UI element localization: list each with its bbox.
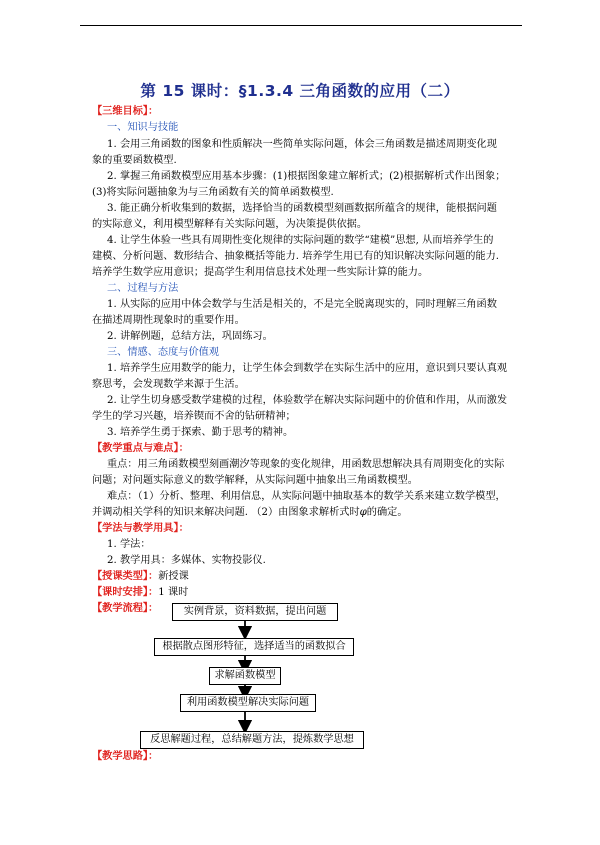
heading-flow: 【教学流程】： xyxy=(92,603,159,614)
paragraph-line: 2. 让学生切身感受数学建模的过程，体验数学在解决实际问题中的价值和作用，从而激发 xyxy=(107,395,508,406)
paragraph-line: 1. 培养学生应用数学的能力，让学生体会到数学在实际生活中的应用，意识到只要认真观 xyxy=(107,363,508,374)
paragraph-line: 4. 让学生体验一些具有周期性变化规律的实际问题的数学“建模”思想, 从而培养学生的 xyxy=(107,235,494,246)
flow-step-1: 实例背景，资料数据，提出问题 xyxy=(172,603,338,621)
paragraph-line: 2. 讲解例题，总结方法，巩固练习。 xyxy=(107,331,273,342)
paragraph-line: 重点：用三角函数模型刻画潮汐等现象的变化规律，用函数思想解决具有周期变化的实际 xyxy=(107,459,505,470)
page-title: 第 15 课时：§1.3.4 三角函数的应用（二） xyxy=(140,82,460,100)
paragraph-line: 2. 教学用具：多媒体、实物投影仪. xyxy=(107,555,266,566)
paragraph-line: 1. 学法： xyxy=(107,539,151,550)
paragraph-line: 3. 能正确分析收集到的数据，选择恰当的函数模型刻画数据所蕴含的规律，能根据问题 xyxy=(107,203,497,214)
paragraph-line: 2. 掌握三角函数模型应用基本步骤：(1)根据图象建立解析式；(2)根据解析式作出图象； xyxy=(107,171,506,182)
paragraph-line: 1. 从实际的应用中体会数学与生活是相关的，不是完全脱离现实的，同时理解三角函数 xyxy=(107,299,497,310)
heading-lesson-time: 【课时安排】： xyxy=(92,587,159,598)
lesson-time-value: 1 课时 xyxy=(158,587,189,598)
paragraph-line: 象的重要函数模型. xyxy=(92,155,177,166)
flow-step-5: 反思解题过程，总结解题方法，提炼数学思想 xyxy=(140,731,364,749)
paragraph-text: 的确定。 xyxy=(366,507,408,518)
paragraph-line: 培养学生数学应用意识；提高学生利用信息技术处理一些实际计算的能力。 xyxy=(92,267,429,278)
heading-key-points: 【教学重点与难点】： xyxy=(92,443,189,454)
paragraph-line: 的实际意义，利用模型解释有关实际问题，为决策提供依据。 xyxy=(92,219,368,230)
subheading-knowledge: 一、知识与技能 xyxy=(107,122,179,133)
flow-step-4: 利用函数模型解决实际问题 xyxy=(180,694,316,712)
paragraph-text: 并调动相关学科的知识来解决问题. （2）由图象求解析式时 xyxy=(92,507,360,518)
phi-symbol: φ xyxy=(359,507,367,518)
paragraph-line: 在描述周期性现象时的重要作用。 xyxy=(92,315,245,326)
heading-idea: 【教学思路】： xyxy=(92,751,159,762)
heading-goals: 【三维目标】： xyxy=(92,106,159,117)
flow-step-2: 根据散点图形特征，选择适当的函数拟合 xyxy=(154,638,354,656)
flow-step-3: 求解函数模型 xyxy=(209,667,281,685)
paragraph-line: 1. 会用三角函数的图象和性质解决一些简单实际问题，体会三角函数是描述周期变化现 xyxy=(107,139,497,150)
paragraph-line: 难点：（1）分析、整理、利用信息，从实际问题中抽取基本的数学关系来建立数学模型， xyxy=(107,491,506,502)
heading-method: 【学法与教学用具】： xyxy=(92,523,189,534)
paragraph-line: 学生的学习兴趣，培养锲而不舍的钻研精神； xyxy=(92,411,296,422)
paragraph-line: 3. 培养学生勇于探索、勤于思考的精神。 xyxy=(107,427,294,438)
paragraph-line: 察思考，会发现数学来源于生活。 xyxy=(92,379,245,390)
subheading-emotion: 三、情感、态度与价值观 xyxy=(107,347,220,358)
lesson-type-value: 新授课 xyxy=(158,571,189,582)
heading-lesson-type: 【授课类型】： xyxy=(92,571,159,582)
paragraph-line: 问题；对问题实际意义的数学解释，从实际问题中抽象出三角函数模型。 xyxy=(92,475,418,486)
subheading-process: 二、过程与方法 xyxy=(107,283,179,294)
paragraph-line: (3)将实际问题抽象为与三角函数有关的简单函数模型. xyxy=(92,187,334,198)
paragraph-line: 建模、分析问题、数形结合、抽象概括等能力. 培养学生用已有的知识解决实际问题的能力. xyxy=(92,251,500,262)
